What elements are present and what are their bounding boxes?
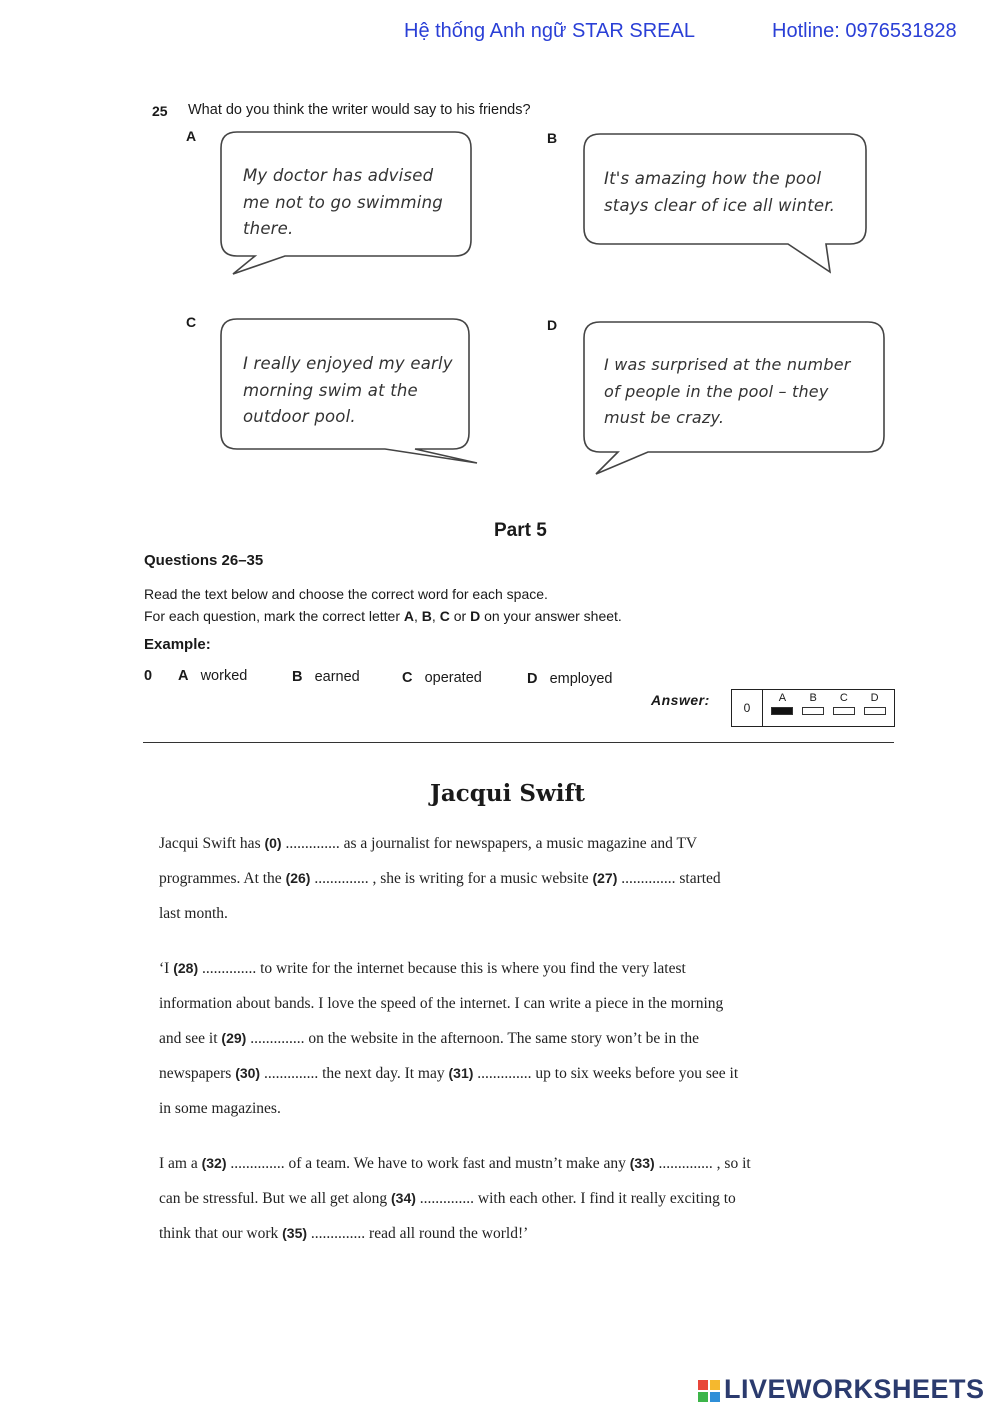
blank-27[interactable]: .............. [621, 870, 676, 887]
answer-mark-a [771, 707, 793, 715]
gap-29: (29) [221, 1030, 247, 1046]
hotline: Hotline: 0976531828 [772, 20, 957, 42]
bubble-d-text[interactable]: I was surprised at the number of people in the pool – they must be crazy. [604, 355, 851, 427]
option-d-letter: D [547, 317, 558, 333]
question-25-number: 25 [152, 103, 168, 119]
story-paragraph-1: Jacqui Swift has (0) .............. as a journalist for newspapers, a music magazine and TV programmes. At the (26) .............. , she is writing for a music website (27) .............. started last month. [159, 835, 721, 922]
gap-28: (28) [173, 960, 199, 976]
part-title: Part 5 [494, 520, 547, 541]
bubble-b-text[interactable]: It's amazing how the pool stays clear of ice all winter. [604, 169, 836, 215]
gap-33: (33) [629, 1155, 655, 1171]
gap-32: (32) [201, 1155, 227, 1171]
story-title: Jacqui Swift [430, 780, 586, 807]
option-b-letter: B [547, 130, 558, 146]
gap-26: (26) [285, 870, 311, 886]
story-paragraph-2: ‘I (28) .............. to write for the internet because this is where you find the very latest information about bands. I love the speed of the internet. I can write a piece in the morning and see it (29) .............. on the website in the afternoon. The same story won’t be in the newspapers (30) .............. the next day. It may (31) .............. up to six weeks before you see it in some magazines. [159, 960, 739, 1117]
answer-box [731, 689, 895, 727]
instruction-line-2: For each question, mark the correct letter A, B, C or D on your answer sheet. [144, 608, 622, 624]
liveworksheets-logo-icon [698, 1380, 720, 1402]
gap-30: (30) [235, 1065, 261, 1081]
answer-option-a[interactable]: A [771, 692, 793, 726]
answer-number: 0 [732, 690, 763, 726]
example-row [144, 668, 152, 684]
option-c-letter: C [186, 314, 197, 330]
blank-32[interactable]: .............. [230, 1155, 285, 1172]
blank-34[interactable]: .............. [419, 1190, 475, 1207]
answer-mark-d [864, 707, 886, 715]
answer-label: Answer: [651, 692, 710, 708]
gap-31: (31) [448, 1065, 474, 1081]
blank-0[interactable]: .............. [285, 835, 340, 852]
blank-30[interactable]: .............. [263, 1065, 319, 1082]
answer-mark-c [833, 707, 855, 715]
blank-35[interactable]: .............. [310, 1225, 366, 1242]
question-25-text: What do you think the writer would say to his friends? [188, 102, 531, 118]
blank-31[interactable]: .............. [477, 1065, 532, 1082]
story-body [159, 826, 879, 1271]
story-paragraph-3: I am a (32) .............. of a team. We have to work fast and mustn’t make any (33) .............. , so it can be stressful. But we all get along (34) .............. with each other. I find it really exciting to think that our work (35) .............. read all round the world!’ [159, 1155, 751, 1242]
example-option-a: A worked [178, 668, 248, 684]
answer-option-d[interactable]: D [864, 692, 886, 726]
bubble-c-text[interactable]: I really enjoyed my early morning swim at the outdoor pool. [243, 354, 453, 426]
example-option-d: D employed [527, 671, 613, 687]
instructions [144, 583, 622, 627]
answer-mark-b [802, 707, 824, 715]
blank-29[interactable]: .............. [250, 1030, 305, 1047]
gap-0: (0) [264, 835, 282, 851]
option-a-letter: A [186, 128, 197, 144]
gap-35: (35) [282, 1225, 308, 1241]
gap-34: (34) [391, 1190, 416, 1206]
school-name: Hệ thống Anh ngữ STAR SREAL [404, 20, 695, 42]
instruction-line-1: Read the text below and choose the correct word for each space. [144, 586, 548, 602]
answer-option-c[interactable]: C [833, 692, 855, 726]
blank-33[interactable]: .............. [658, 1155, 713, 1172]
divider [143, 742, 894, 743]
liveworksheets-brand[interactable]: LIVEWORKSHEETS [698, 1374, 985, 1405]
example-number: 0 [144, 668, 153, 684]
gap-27: (27) [592, 870, 618, 886]
example-option-b: B earned [292, 669, 360, 685]
bubble-a-text[interactable]: My doctor has advised me not to go swimming there. [243, 166, 443, 238]
example-label: Example: [144, 636, 211, 653]
blank-26[interactable]: .............. [314, 870, 369, 887]
blank-28[interactable]: .............. [201, 960, 257, 977]
example-option-c: C operated [402, 670, 482, 686]
answer-option-b[interactable]: B [802, 692, 824, 726]
questions-heading: Questions 26–35 [144, 552, 264, 569]
